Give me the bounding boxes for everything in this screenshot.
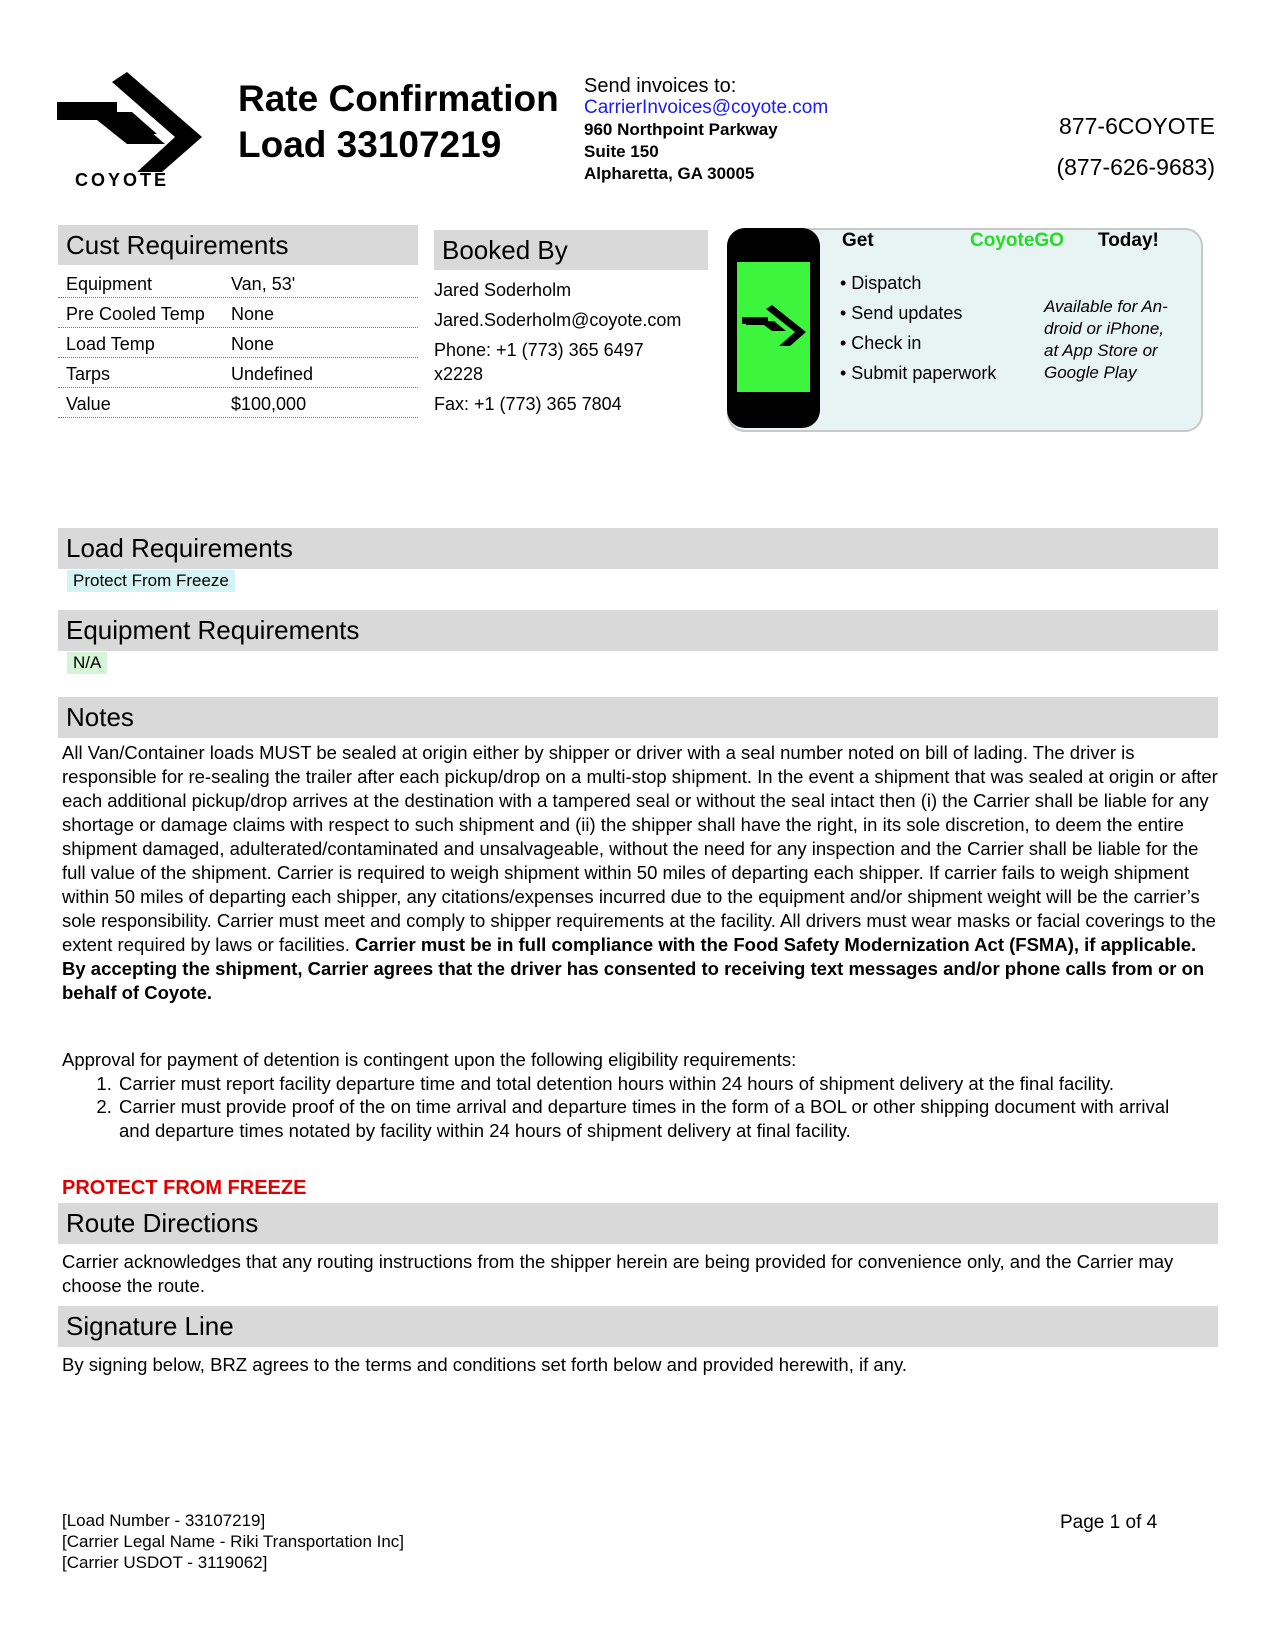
cust-requirement-label: Value [66,394,111,414]
cust-requirement-value: $100,000 [231,394,307,414]
agent-fax: Fax: +1 (773) 365 7804 [434,394,622,414]
cust-requirement-row [58,388,418,418]
cust-requirement-row [58,328,418,358]
equipment-requirement-tag: N/A [67,652,107,674]
agent-phone: Phone: +1 (773) 365 6497 [434,340,644,360]
footer-load-info: [Load Number - 33107219] [Carrier Legal Name - Riki Transportation Inc] [Carrier USDOT - 3119062] [62,1511,405,1572]
promo-get-label: Get [842,230,874,251]
document-title: Rate Confirmation Load 33107219 [238,78,559,165]
booked-by-details [434,278,724,422]
promo-feature-item: • Dispatch [840,273,922,293]
route-directions-heading: Route Directions [58,1203,1218,1244]
invoice-address: Send invoices to: CarrierInvoices@coyote.com 960 Northpoint Parkway Suite 150 Alpharetta, GA 30005 [584,75,829,183]
notes-bold-terms: Carrier must be in full compliance with the Food Safety Modernization Act (FSMA), if applicable. By accepting the shipment, Carrier agrees that the driver has consented to receiving text messages and/or phone calls from or on behalf of Coyote. [62,934,1205,1003]
agent-email[interactable]: Jared.Soderholm@coyote.com [434,310,682,330]
promo-availability: Available for An- droid or iPhone, at App Store or Google Play [1044,297,1168,382]
promo-feature-item: • Submit paperwork [840,363,997,383]
coyote-arrow-icon [742,305,806,350]
cust-requirement-value: Van, 53' [231,274,296,294]
cust-requirement-label: Pre Cooled Temp [66,304,205,324]
agent-ext: x2228 [434,364,484,384]
cust-requirement-value: Undefined [231,364,314,384]
contact-phone: 877-6COYOTE (877-626-9683) [1056,113,1215,180]
cust-requirement-row [58,298,418,328]
approval-item: 2. Carrier must provide proof of the on time arrival and departure times in the form of a BOL or other shipping document with arrival and departure times notated by facility within 24 hours of shipment delivery at final facility. [117,1095,1182,1142]
load-requirement-tag: Protect From Freeze [67,570,235,592]
signature-line-body: By signing below, BRZ agrees to the terms and conditions set forth below and provided herewith, if any. [62,1354,907,1375]
promo-feature-item: • Check in [840,333,922,353]
cust-requirement-label: Load Temp [66,334,155,354]
promo-brand-label: CoyoteGO [970,230,1064,251]
equipment-requirements-heading: Equipment Requirements [58,610,1218,651]
booked-by-heading: Booked By [434,230,708,270]
route-directions-body: Carrier acknowledges that any routing instructions from the shipper herein are being provided for convenience only, and the Carrier may choose the route. [62,1251,1174,1296]
promo-feature-list [840,268,996,388]
detention-approval: Approval for payment of detention is contingent upon the following eligibility requirements: 1. Carrier must report facility departure time and total detention hours within 24 hours of shipment delivery at the final facility. 2. Carrier must provide proof of the on time arrival and departure times in the form of a BOL or other shipping document with arrival and departure times notated by facility within 24 hours of shipment delivery at final facility. [62,1048,1182,1142]
approval-list [62,1072,1182,1143]
promo-today-label: Today! [1098,230,1159,251]
notes-heading: Notes [58,697,1218,738]
promo-feature-item: • Send updates [840,303,963,323]
notes-body: All Van/Container loads MUST be sealed at origin either by shipper or driver with a seal number noted on bill of lading. The driver is responsible for re-sealing the trailer after each pickup/drop on a multi-stop shipment. In the event a shipment that was sealed at origin or after each additional pickup/drop arrives at the destination with a tampered seal or without the seal intact then (i) the Carrier shall be liable for any shortage or damage claims with respect to such shipment and (ii) the shipper shall have the right, in its sole discretion, to deem the entire shipment damaged, adulterated/contaminated and unsalvageable, without the need for any inspection and the Carrier shall be liable for the full value of the shipment. Carrier is required to weigh shipment within 50 miles of departing each shipper. If carrier fails to weigh shipment within 50 miles of departing each shipper, any citations/expenses incurred due to the equipment and/or shipment weight will be the carrier’s sole responsibility. Carrier must meet and comply to shipper requirements at the facility. All drivers must wear masks or facial coverings to the extent required by laws or facilities. Carrier must be in full compliance with the Food Safety Modernization Act (FSMA), if applicable. By accepting the shipment, Carrier agrees that the driver has consented to receiving text messages and/or phone calls from or on behalf of Coyote. [62,742,1218,1003]
cust-requirement-value: None [231,334,275,354]
logo-wordmark: COYOTE [74,170,169,190]
freeze-warning: PROTECT FROM FREEZE [62,1177,307,1199]
agent-name: Jared Soderholm [434,280,572,300]
cust-requirements-heading: Cust Requirements [58,225,418,265]
page-number: Page 1 of 4 [1060,1512,1158,1533]
signature-line-heading: Signature Line [58,1306,1218,1347]
cust-requirement-label: Tarps [66,364,111,384]
cust-requirement-label: Equipment [66,274,153,294]
approval-item: 1. Carrier must report facility departure time and total detention hours within 24 hours of shipment delivery at the final facility. [117,1072,1182,1096]
cust-requirement-row [58,358,418,388]
load-requirements-heading: Load Requirements [58,528,1218,569]
cust-requirement-value: None [231,304,275,324]
invoice-email-link[interactable]: CarrierInvoices@coyote.com [584,97,829,118]
cust-requirement-row [58,268,418,298]
